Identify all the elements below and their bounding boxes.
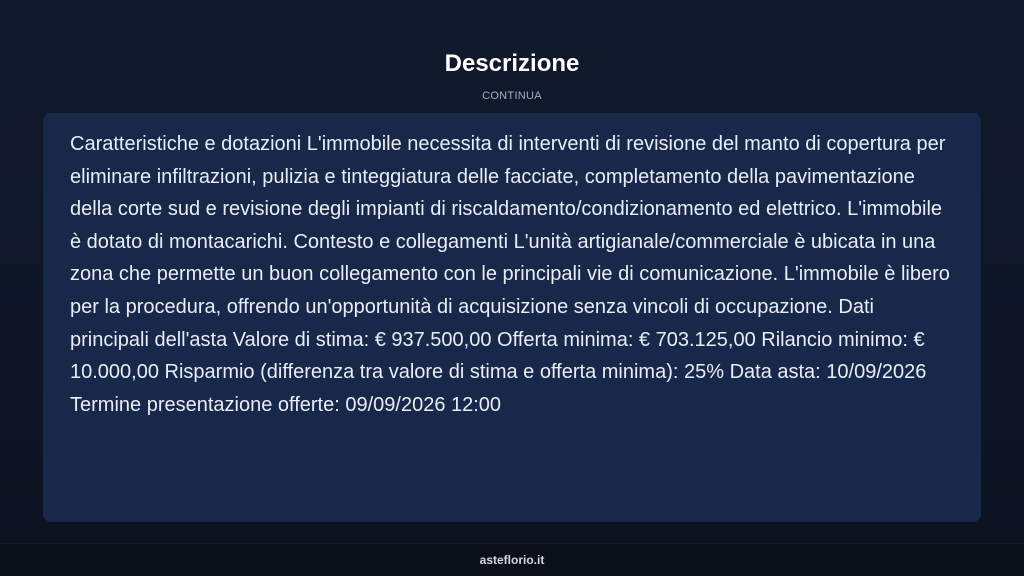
continue-label: CONTINUA (482, 90, 542, 102)
footer-bar (0, 543, 1024, 576)
page-title: Descrizione (444, 50, 580, 77)
description-card (43, 113, 981, 522)
site-name: asteflorio.it (479, 553, 545, 567)
description-text: Caratteristiche e dotazioni L'immobile necessita di interventi di revisione del manto di copertura per eliminare infiltrazioni, pulizia e tinteggiatura delle facciate, completamento della pavimentazione della corte sud e revisione degli impianti di riscaldamento/condizionamento ed elettrico. L'immobile è dotato di montacarichi. Contesto e collegamenti L'unità artigianale/commerciale è ubicata in una zona che permette un buon collegamento con le principali vie di comunicazione. L'immobile è libero per la procedura, offrendo un'opportunità di acquisizione senza vincoli di occupazione. Dati principali dell'asta Valore di stima: € 937.500,00 Offerta minima: € 703.125,00 Rilancio minimo: € 10.000,00 Risparmio (differenza tra valore di stima e offerta minima): 25% Data asta: 10/09/2026 Termine presentazione offerte: 09/09/2026 12:00 (70, 133, 950, 416)
